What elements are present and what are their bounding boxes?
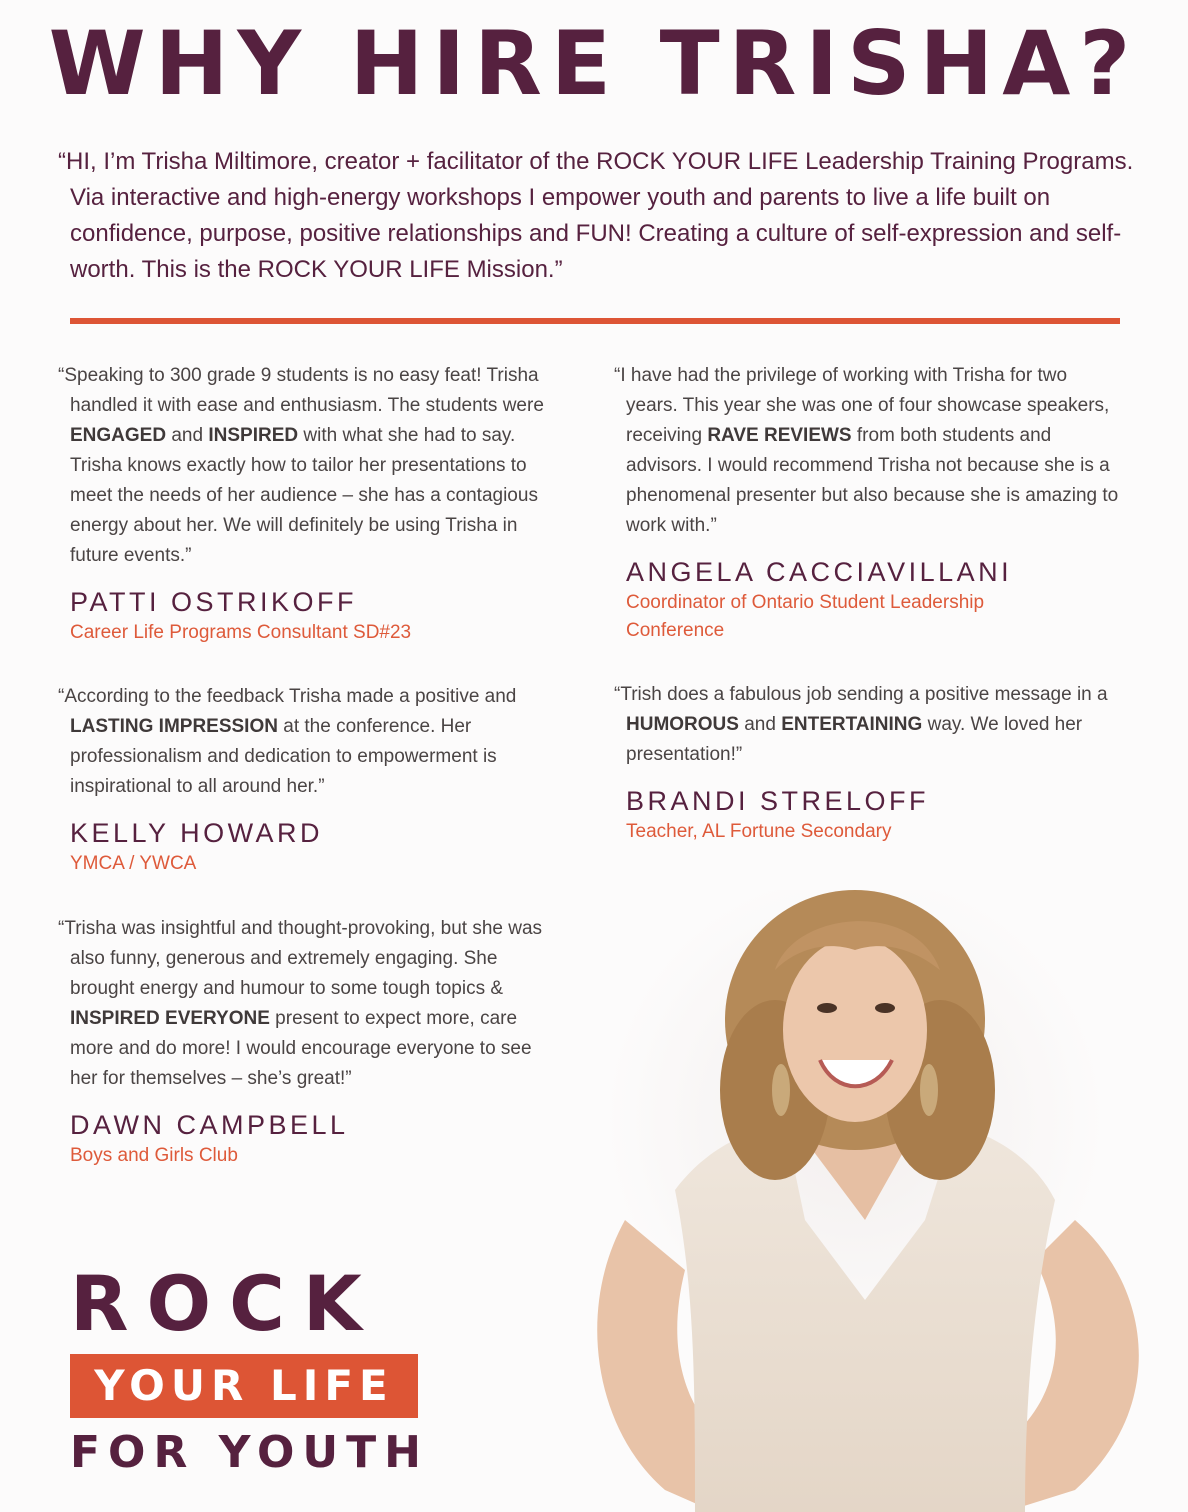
- rock-your-life-logo: [70, 1259, 430, 1484]
- testimonial-name: BRANDI STRELOFF: [626, 786, 930, 816]
- testimonial: [614, 680, 1124, 846]
- testimonial-name: KELLY HOWARD: [70, 818, 324, 848]
- quote-emphasis: ENGAGED: [70, 425, 167, 446]
- quote-emphasis: HUMOROUS: [626, 714, 739, 735]
- quote-text: “Trisha was insightful and thought-provoking, but she was also funny, generous and extremely engaging. She brought energy and humour to some tough topics &: [58, 918, 543, 999]
- testimonial-quote: [58, 361, 568, 571]
- portrait-photo: [555, 890, 1188, 1512]
- quote-text: present to expect more, care more and do more! I would encourage everyone to see her for themselves – she’s great!”: [70, 1008, 532, 1089]
- quote-text: and: [166, 425, 209, 446]
- quote-text: from both students and advisors. I would recommend Trisha not because she is a phenomenal presenter but also because she is amazing to work with.”: [626, 425, 1119, 536]
- quote-emphasis: INSPIRED EVERYONE: [70, 1008, 270, 1029]
- testimonial-role: Career Life Programs Consultant SD#23: [70, 622, 412, 643]
- quote-text: at the conference. Her professionalism and dedication to empowerment is inspirational to all around her.”: [70, 716, 497, 797]
- testimonial-quote: [58, 682, 568, 802]
- testimonial: [614, 361, 1124, 645]
- quote-emphasis: ENTERTAINING: [781, 714, 923, 735]
- quote-emphasis: RAVE REVIEWS: [707, 425, 852, 446]
- testimonial: [58, 914, 558, 1170]
- intro-statement: “HI, I’m Trisha Miltimore, creator + facilitator of the ROCK YOUR LIFE Leadership Training Programs. Via interactive and high-energy workshops I empower youth and parents to live a life built on confidence, purpose, positive relationships and FUN! Creating a culture of self-expression and self-worth. This is the ROCK YOUR LIFE Mission.”: [58, 148, 1134, 283]
- testimonial-name: ANGELA CACCIAVILLANI: [626, 557, 1013, 587]
- quote-text: “I have had the privilege of working with Trisha for two years. This year she was one of four showcase speakers, receiving: [614, 365, 1110, 446]
- testimonial-quote: [58, 914, 558, 1094]
- testimonial-role: Coordinator of Ontario Student Leadership Conference: [626, 592, 985, 641]
- testimonial-name: PATTI OSTRIKOFF: [70, 587, 357, 617]
- quote-emphasis: LASTING IMPRESSION: [70, 716, 278, 737]
- testimonial-name: DAWN CAMPBELL: [70, 1110, 349, 1140]
- logo-your-life: YOUR LIFE: [70, 1354, 418, 1418]
- testimonial-quote: [614, 680, 1124, 770]
- testimonial: [58, 682, 568, 878]
- testimonial-role: Teacher, AL Fortune Secondary: [626, 821, 892, 842]
- logo-for-youth: FOR YOUTH: [70, 1427, 429, 1478]
- testimonial: [58, 361, 568, 647]
- quote-text: “Speaking to 300 grade 9 students is no easy feat! Trisha handled it with ease and enthusiasm. The students were: [58, 365, 544, 416]
- quote-emphasis: INSPIRED: [208, 425, 299, 446]
- quote-text: and: [738, 714, 782, 735]
- testimonial-role: Boys and Girls Club: [70, 1145, 238, 1166]
- quote-text: “According to the feedback Trisha made a positive and: [58, 686, 517, 707]
- quote-text: “Trish does a fabulous job sending a positive message in a: [614, 684, 1108, 705]
- divider-rule: [70, 318, 1120, 324]
- logo-rock: ROCK: [70, 1259, 380, 1348]
- testimonial-quote: [614, 361, 1124, 541]
- quote-text: way. We loved her presentation!”: [626, 714, 1083, 765]
- testimonial-role: YMCA / YWCA: [70, 853, 197, 874]
- page-title: WHY HIRE TRISHA?: [48, 12, 1140, 115]
- quote-text: with what she had to say. Trisha knows exactly how to tailor her presentations to meet the needs of her audience – she has a contagious energy about her. We will definitely be using Trisha in future events.”: [70, 425, 538, 566]
